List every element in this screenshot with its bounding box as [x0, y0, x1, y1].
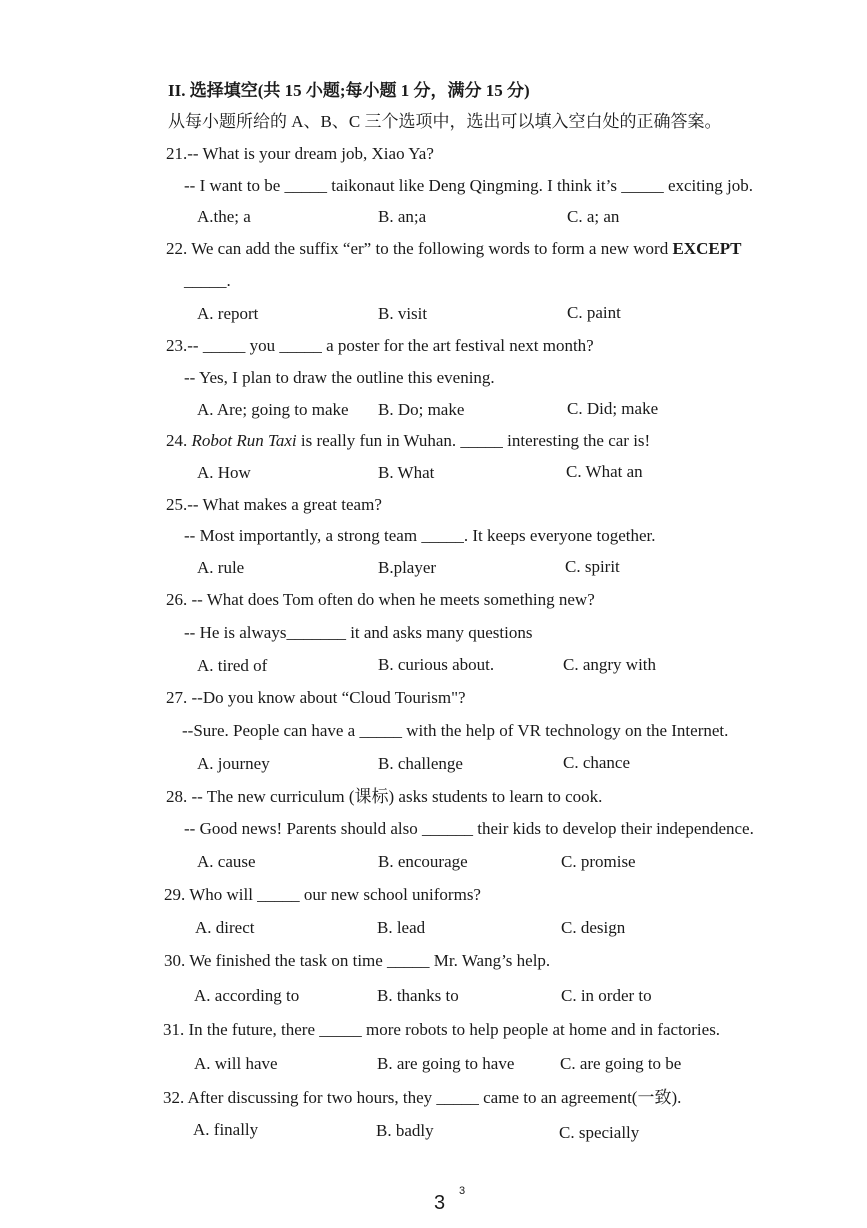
question-28-reply: -- Good news! Parents should also ______ their kids to develop their independence.	[184, 819, 754, 838]
question-26-option-a[interactable]: A. tired of	[197, 656, 268, 675]
question-23-option-a[interactable]: A. Are; going to make	[197, 400, 349, 419]
question-30-stem: 30. We finished the task on time _____ Mr. Wang’s help.	[164, 951, 551, 970]
question-23-stem: 23.-- _____ you _____ a poster for the art festival next month?	[166, 336, 594, 355]
question-29-stem: 29. Who will _____ our new school uniforms?	[164, 885, 481, 904]
question-21-reply: -- I want to be _____ taikonaut like Deng Qingming. I think it’s _____ exciting job.	[184, 176, 753, 195]
question-25-option-a[interactable]: A. rule	[197, 558, 245, 577]
page-number: 3	[434, 1192, 446, 1214]
question-32-option-a[interactable]: A. finally	[193, 1120, 259, 1139]
question-27-reply: --Sure. People can have a _____ with the help of VR technology on the Internet.	[182, 721, 729, 740]
question-32-option-b[interactable]: B. badly	[376, 1121, 434, 1140]
question-23-option-c[interactable]: C. Did; make	[567, 399, 659, 418]
question-23-option-b[interactable]: B. Do; make	[378, 400, 465, 419]
question-24-stem-rest: is really fun in Wuhan. _____ interesting the car is!	[296, 431, 651, 450]
question-25-stem: 25.-- What makes a great team?	[166, 495, 382, 514]
page-number-small: 3	[459, 1185, 466, 1197]
section-instruction: 从每小题所给的 A、B、C 三个选项中，选出可以填入空白处的正确答案。	[168, 112, 722, 131]
question-31-stem: 31. In the future, there _____ more robots to help people at home and in factories.	[163, 1020, 721, 1039]
question-31-option-b[interactable]: B. are going to have	[377, 1054, 515, 1073]
section-title: II. 选择填空(共 15 小题;每小题 1 分，满分 15 分)	[168, 81, 530, 100]
question-28-option-b[interactable]: B. encourage	[378, 852, 468, 871]
question-22-stem-text: 22. We can add the suffix “er” to the following words to form a new word	[166, 239, 673, 258]
question-25-reply: -- Most importantly, a strong team _____. It keeps everyone together.	[184, 526, 656, 545]
question-24-option-c[interactable]: C. What an	[566, 462, 643, 481]
question-22-option-b[interactable]: B. visit	[378, 304, 428, 323]
question-22-except: EXCEPT	[672, 239, 742, 258]
question-29-option-c[interactable]: C. design	[561, 918, 626, 937]
question-21-option-b[interactable]: B. an;a	[378, 207, 427, 226]
question-24-option-a[interactable]: A. How	[197, 463, 251, 482]
question-22-blank: _____.	[184, 271, 231, 290]
question-27-stem: 27. --Do you know about “Cloud Tourism"?	[166, 688, 466, 707]
question-22-option-a[interactable]: A. report	[197, 304, 259, 323]
question-28-option-c[interactable]: C. promise	[561, 852, 636, 871]
question-21-option-a[interactable]: A.the; a	[197, 207, 251, 226]
question-24-option-b[interactable]: B. What	[378, 463, 435, 482]
question-25-option-b[interactable]: B.player	[378, 558, 437, 577]
question-30-option-b[interactable]: B. thanks to	[377, 986, 459, 1005]
question-24-robot-run-taxi: Robot Run Taxi	[191, 431, 297, 450]
question-28-stem: 28. -- The new curriculum (课标) asks students to learn to cook.	[166, 787, 603, 806]
question-26-option-c[interactable]: C. angry with	[563, 655, 657, 674]
question-24-stem	[166, 430, 650, 452]
question-27-option-c[interactable]: C. chance	[563, 753, 631, 772]
question-22-option-c[interactable]: C. paint	[567, 303, 621, 322]
question-23-reply: -- Yes, I plan to draw the outline this evening.	[184, 368, 495, 387]
question-28-option-a[interactable]: A. cause	[197, 852, 256, 871]
question-26-stem: 26. -- What does Tom often do when he meets something new?	[166, 590, 595, 609]
question-22-stem	[166, 238, 741, 260]
question-29-option-b[interactable]: B. lead	[377, 918, 426, 937]
question-30-option-c[interactable]: C. in order to	[561, 986, 652, 1005]
question-31-option-a[interactable]: A. will have	[194, 1054, 278, 1073]
question-27-option-b[interactable]: B. challenge	[378, 754, 463, 773]
question-27-option-a[interactable]: A. journey	[197, 754, 270, 773]
question-21-option-c[interactable]: C. a; an	[567, 207, 620, 226]
question-26-reply: -- He is always_______ it and asks many questions	[184, 623, 533, 642]
question-25-option-c[interactable]: C. spirit	[565, 557, 620, 576]
question-24-number: 24.	[166, 431, 192, 450]
question-32-stem: 32. After discussing for two hours, they _____ came to an agreement(一致).	[163, 1088, 682, 1107]
question-29-option-a[interactable]: A. direct	[195, 918, 255, 937]
question-26-option-b[interactable]: B. curious about.	[378, 655, 495, 674]
question-31-option-c[interactable]: C. are going to be	[560, 1054, 682, 1073]
question-30-option-a[interactable]: A. according to	[194, 986, 300, 1005]
question-32-option-c[interactable]: C. specially	[559, 1123, 640, 1142]
question-21-stem: 21.-- What is your dream job, Xiao Ya?	[166, 144, 434, 163]
